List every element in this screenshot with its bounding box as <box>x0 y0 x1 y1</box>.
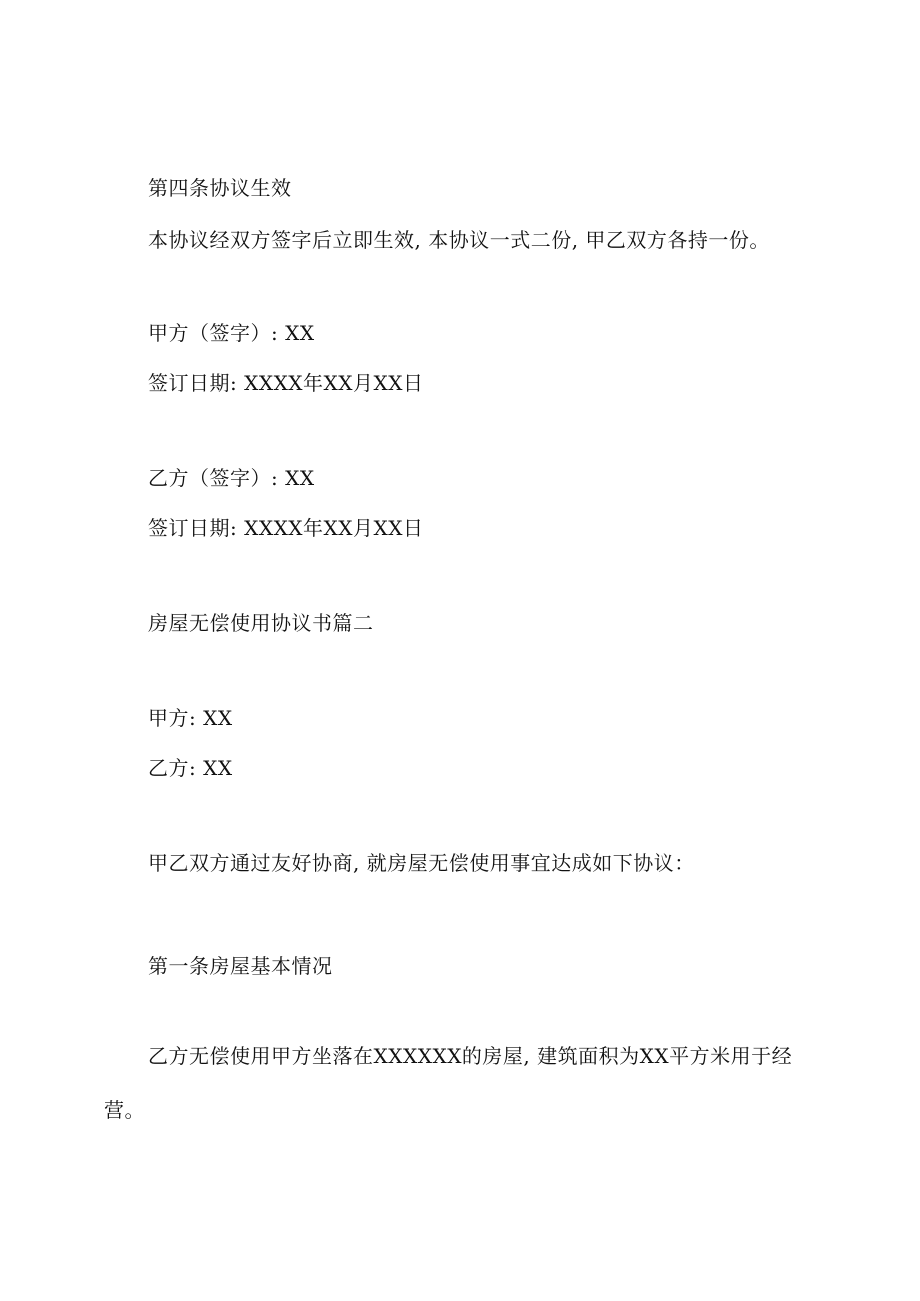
party-a-signature: 甲方（签字）: XX <box>148 321 315 345</box>
article1-body: 乙方无偿使用甲方坐落在XXXXXX的房屋, 建筑面积为XX平方米用于经营。 <box>104 1044 793 1122</box>
party-b-sign-date: 签订日期: XXXX年XX月XX日 <box>148 516 424 540</box>
section2-title: 房屋无偿使用协议书篇二 <box>148 611 374 635</box>
article4-body: 本协议经双方签字后立即生效, 本协议一式二份, 甲乙双方各持一份。 <box>148 228 770 252</box>
preamble: 甲乙双方通过友好协商, 就房屋无偿使用事宜达成如下协议： <box>148 851 695 875</box>
party-b-name: 乙方: XX <box>148 756 233 780</box>
party-a-name: 甲方: XX <box>148 706 233 730</box>
party-b-signature: 乙方（签字）: XX <box>148 466 315 490</box>
article4-title: 第四条协议生效 <box>148 176 292 200</box>
article1-title: 第一条房屋基本情况 <box>148 954 333 978</box>
party-a-sign-date: 签订日期: XXXX年XX月XX日 <box>148 371 424 395</box>
